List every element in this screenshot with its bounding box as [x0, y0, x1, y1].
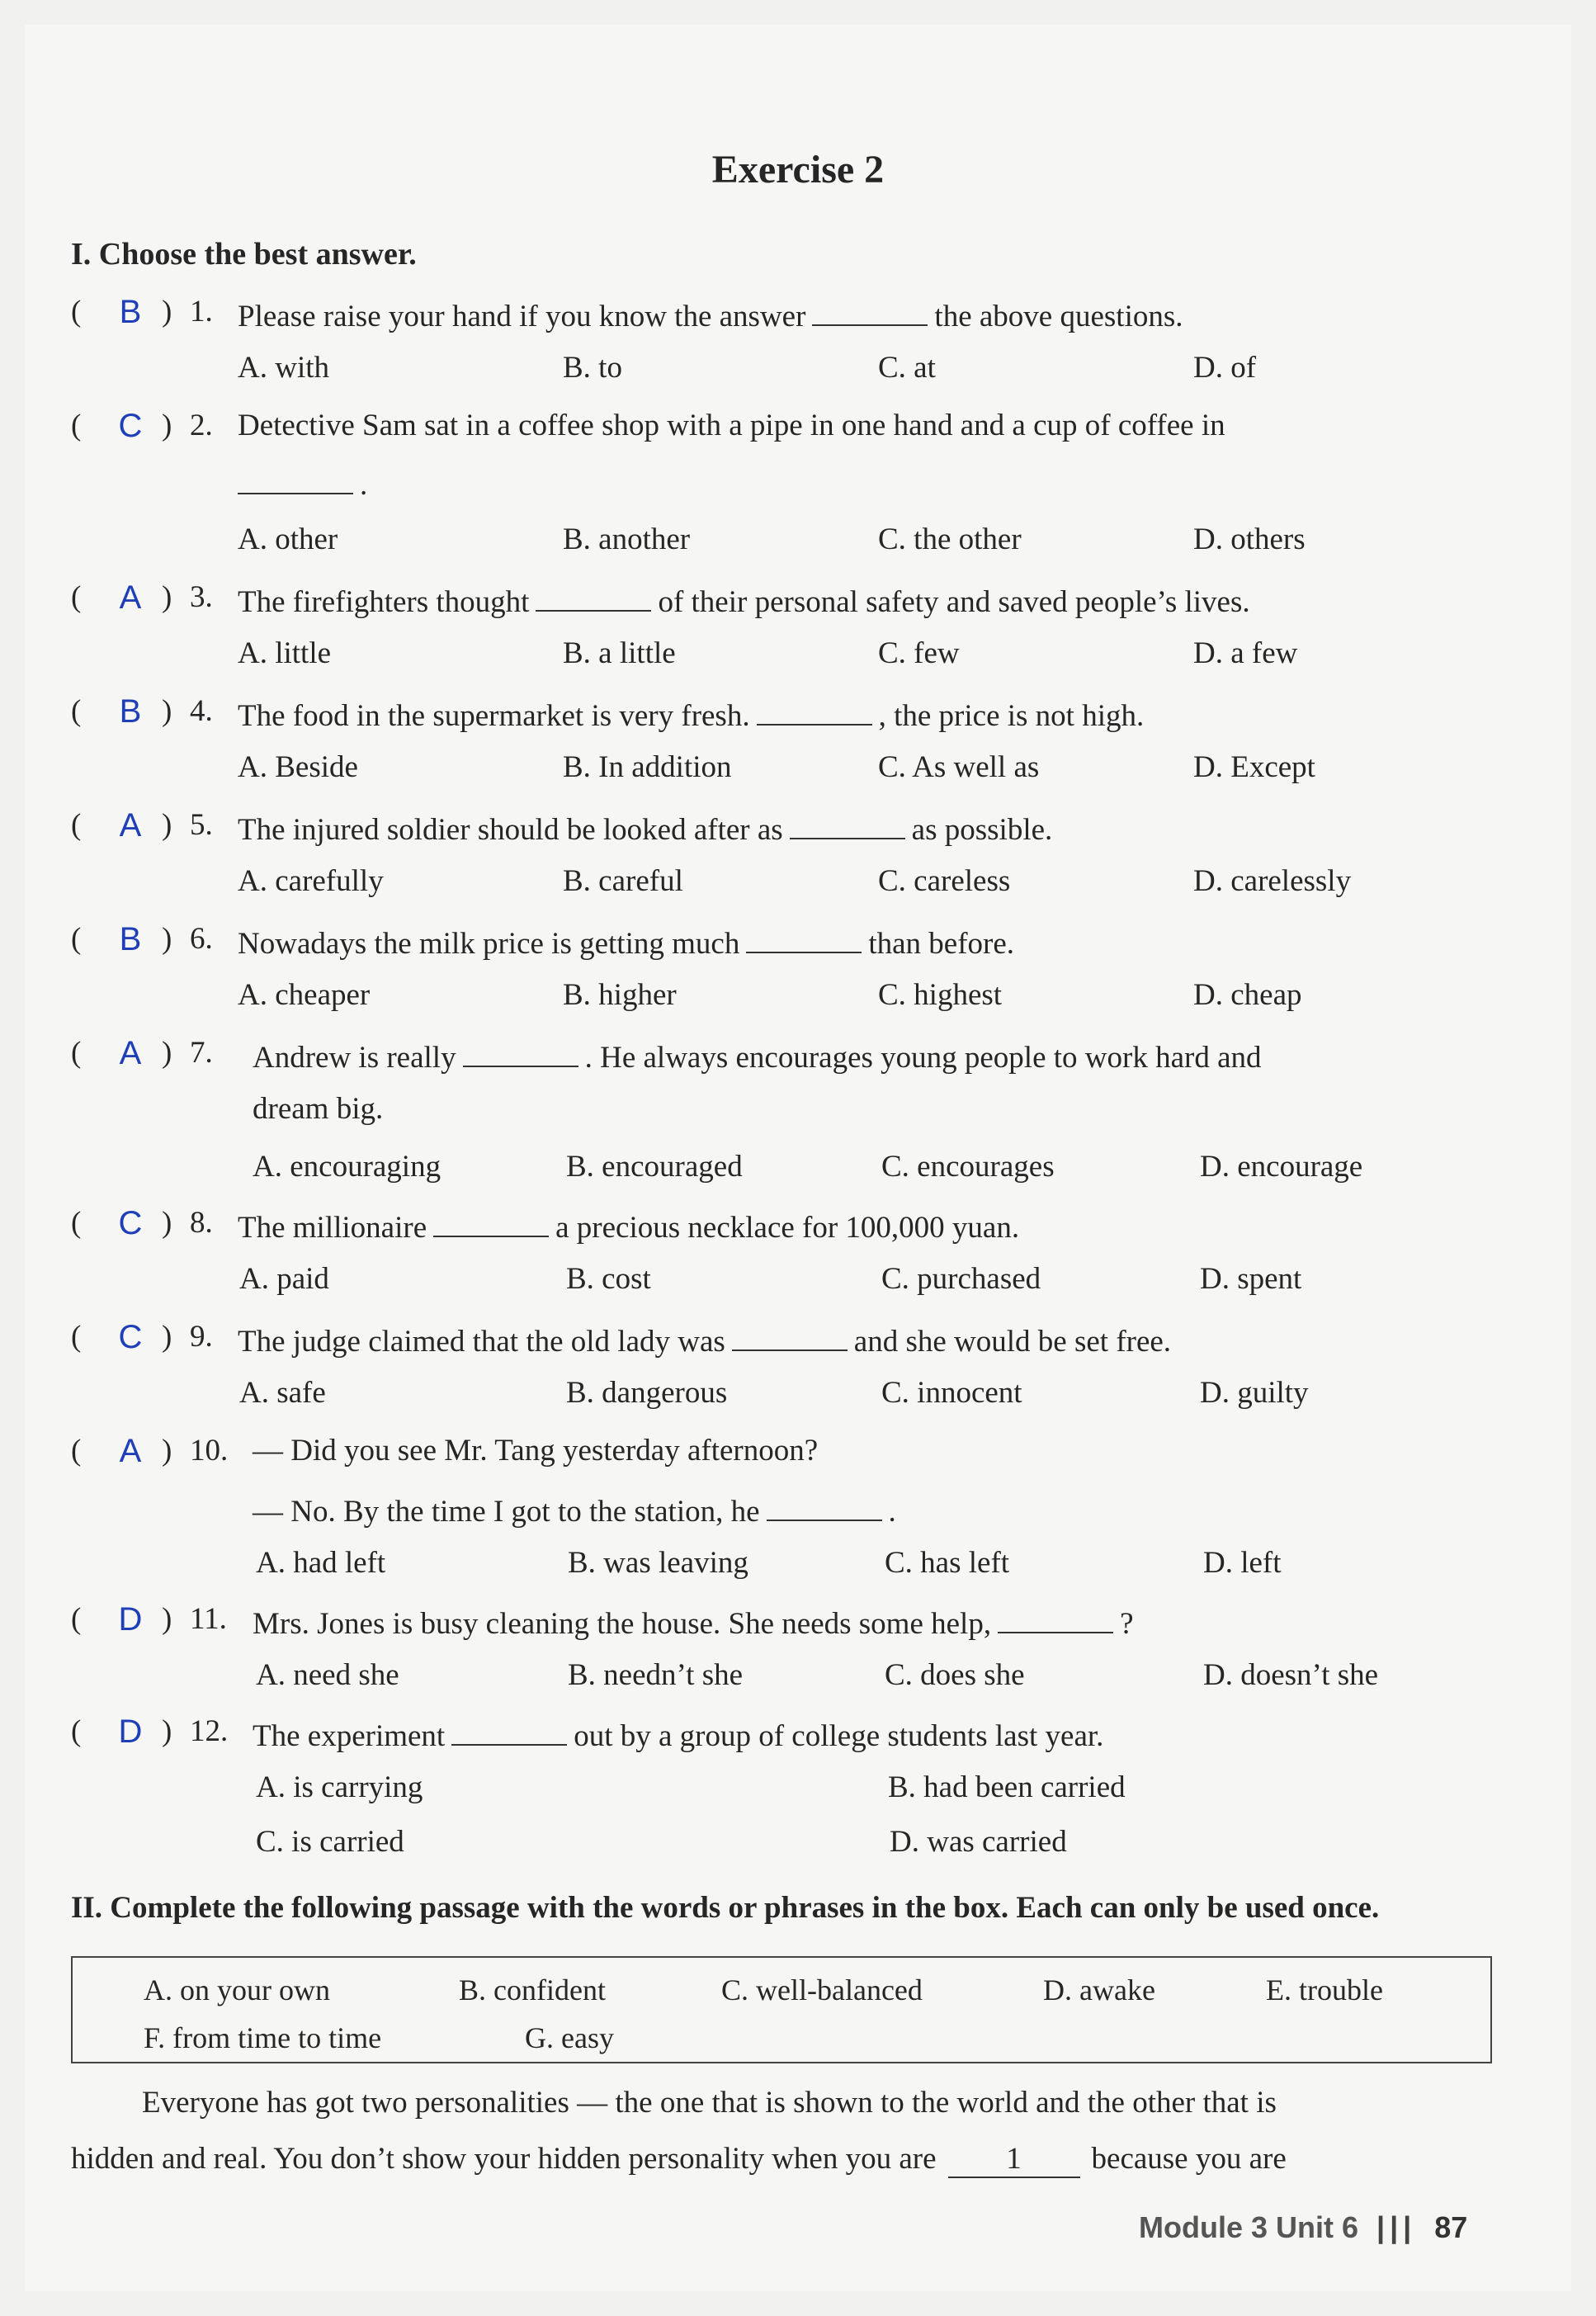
option-c[interactable]: C. is carried [256, 1825, 404, 1859]
option-a[interactable]: A. little [238, 636, 332, 670]
option-c[interactable]: C. the other [878, 522, 1022, 556]
option-a[interactable]: A. paid [239, 1262, 329, 1296]
option-d[interactable]: D. Except [1193, 750, 1315, 784]
word-box [71, 1956, 1492, 2063]
question-stem: Andrew is really . He always encourages young people to work hard and [253, 1035, 1262, 1075]
answer-10[interactable]: A [119, 1433, 142, 1469]
answer-8[interactable]: C [118, 1205, 143, 1241]
option-b[interactable]: B. higher [563, 978, 677, 1012]
answer-6[interactable]: B [119, 921, 142, 957]
option-c[interactable]: C. few [878, 636, 960, 670]
option-a[interactable]: A. cheaper [238, 978, 371, 1012]
option-b[interactable]: B. careful [563, 864, 683, 898]
option-d[interactable]: D. doesn’t she [1203, 1658, 1379, 1692]
option-c[interactable]: C. has left [885, 1546, 1010, 1580]
option-c[interactable]: C. careless [878, 864, 1011, 898]
answer-2[interactable]: C [118, 408, 143, 444]
question-stem: Nowadays the milk price is getting much than before. [238, 921, 1014, 962]
option-a[interactable]: A. need she [256, 1658, 399, 1692]
option-a[interactable]: A. is carrying [256, 1770, 423, 1804]
question-stem: Mrs. Jones is busy cleaning the house. She needs some help, ? [253, 1601, 1134, 1642]
question-stem: The firefighters thought of their personal safety and saved people’s lives. [238, 579, 1250, 620]
question-stem: The food in the supermarket is very fresh. , the price is not high. [238, 693, 1144, 734]
box-item-g: G. easy [525, 2021, 614, 2054]
question-stem: — Did you see Mr. Tang yesterday afternoon? [253, 1434, 819, 1468]
box-item-a: A. on your own [144, 1973, 330, 2006]
option-c[interactable]: C. highest [878, 978, 1003, 1012]
box-item-d: D. awake [1043, 1973, 1155, 2006]
answer-blank[interactable] [238, 462, 353, 494]
question-stem-cont: dream big. [253, 1092, 384, 1126]
answer-blank[interactable] [812, 294, 928, 326]
option-c[interactable]: C. at [878, 351, 936, 385]
option-b[interactable]: B. a little [563, 636, 676, 670]
option-c[interactable]: C. does she [885, 1658, 1025, 1692]
option-c[interactable]: C. encourages [881, 1150, 1055, 1184]
option-d[interactable]: D. others [1193, 522, 1306, 556]
option-d[interactable]: D. cheap [1193, 978, 1302, 1012]
option-c[interactable]: C. innocent [881, 1376, 1022, 1410]
answer-blank[interactable] [998, 1601, 1113, 1633]
option-a[interactable]: A. other [238, 522, 338, 556]
option-d[interactable]: D. was carried [890, 1825, 1067, 1859]
answer-3[interactable]: A [119, 579, 142, 616]
option-a[interactable]: A. encouraging [253, 1150, 441, 1184]
option-b[interactable]: B. another [563, 522, 691, 556]
option-d[interactable]: D. carelessly [1193, 864, 1352, 898]
passage-line-1: Everyone has got two personalities — the one that is shown to the world and the other that is [142, 2086, 1277, 2120]
box-item-f: F. from time to time [144, 2021, 382, 2054]
answer-blank[interactable] [757, 693, 872, 726]
answer-12[interactable]: D [118, 1713, 143, 1750]
option-a[interactable]: A. carefully [238, 864, 384, 898]
option-b[interactable]: B. needn’t she [568, 1658, 744, 1692]
question-stem-cont: — No. By the time I got to the station, he . [253, 1489, 896, 1529]
question-stem: The judge claimed that the old lady was and she would be set free. [238, 1319, 1171, 1359]
answer-1[interactable]: B [119, 294, 142, 330]
section1-heading: I. Choose the best answer. [71, 237, 417, 272]
page-footer [1139, 2210, 1467, 2245]
answer-blank[interactable] [536, 579, 651, 612]
answer-blank[interactable] [463, 1035, 578, 1067]
option-b[interactable]: B. was leaving [568, 1546, 748, 1580]
box-item-e: E. trouble [1266, 1973, 1383, 2006]
question-stem: The millionaire a precious necklace for 100,000 yuan. [238, 1205, 1019, 1245]
answer-7[interactable]: A [119, 1035, 142, 1071]
option-d[interactable]: D. encourage [1200, 1150, 1363, 1184]
passage-line-2: hidden and real. You don’t show your hidden personality when you are 1 because you are [71, 2141, 1492, 2178]
answer-blank[interactable] [790, 807, 905, 839]
section2-heading: II. Complete the following passage with the words or phrases in the box. Each can only be used once. [71, 1891, 1380, 1925]
module-label: Module 3 Unit 6 [1139, 2210, 1359, 2244]
question-stem: The injured soldier should be looked after as as possible. [238, 807, 1052, 848]
option-a[interactable]: A. safe [239, 1376, 326, 1410]
passage-blank-1[interactable]: 1 [948, 2141, 1080, 2178]
answer-blank[interactable] [732, 1319, 848, 1351]
answer-blank[interactable] [451, 1713, 567, 1746]
answer-5[interactable]: A [119, 807, 142, 844]
option-a[interactable]: A. with [238, 351, 329, 385]
box-item-b: B. confident [459, 1973, 606, 2006]
option-c[interactable]: C. purchased [881, 1262, 1041, 1296]
answer-11[interactable]: D [118, 1601, 143, 1638]
option-b[interactable]: B. encouraged [566, 1150, 743, 1184]
divider-bars-icon: ||| [1376, 2210, 1417, 2244]
option-d[interactable]: D. guilty [1200, 1376, 1309, 1410]
option-b[interactable]: B. to [563, 351, 622, 385]
option-c[interactable]: C. As well as [878, 750, 1040, 784]
answer-4[interactable]: B [119, 693, 142, 730]
answer-blank[interactable] [746, 921, 862, 953]
option-d[interactable]: D. of [1193, 351, 1257, 385]
option-b[interactable]: B. In addition [563, 750, 732, 784]
question-stem: Please raise your hand if you know the answer the above questions. [238, 294, 1183, 334]
option-b[interactable]: B. had been carried [888, 1770, 1126, 1804]
answer-blank[interactable] [433, 1205, 549, 1237]
question-stem: Detective Sam sat in a coffee shop with a pipe in one hand and a cup of coffee in [238, 409, 1225, 442]
option-a[interactable]: A. had left [256, 1546, 386, 1580]
option-d[interactable]: D. a few [1193, 636, 1298, 670]
answer-blank[interactable] [767, 1489, 882, 1521]
option-d[interactable]: D. left [1203, 1546, 1282, 1580]
question-stem: The experiment out by a group of college students last year. [253, 1713, 1103, 1754]
box-item-c: C. well-balanced [721, 1973, 923, 2006]
option-d[interactable]: D. spent [1200, 1262, 1302, 1296]
question-stem-cont: . [238, 462, 367, 503]
option-b[interactable]: B. dangerous [566, 1376, 728, 1410]
page-title: Exercise 2 [711, 148, 885, 191]
option-b[interactable]: B. cost [566, 1262, 651, 1296]
option-a[interactable]: A. Beside [238, 750, 358, 784]
answer-9[interactable]: C [118, 1319, 143, 1355]
page-number: 87 [1434, 2210, 1468, 2244]
